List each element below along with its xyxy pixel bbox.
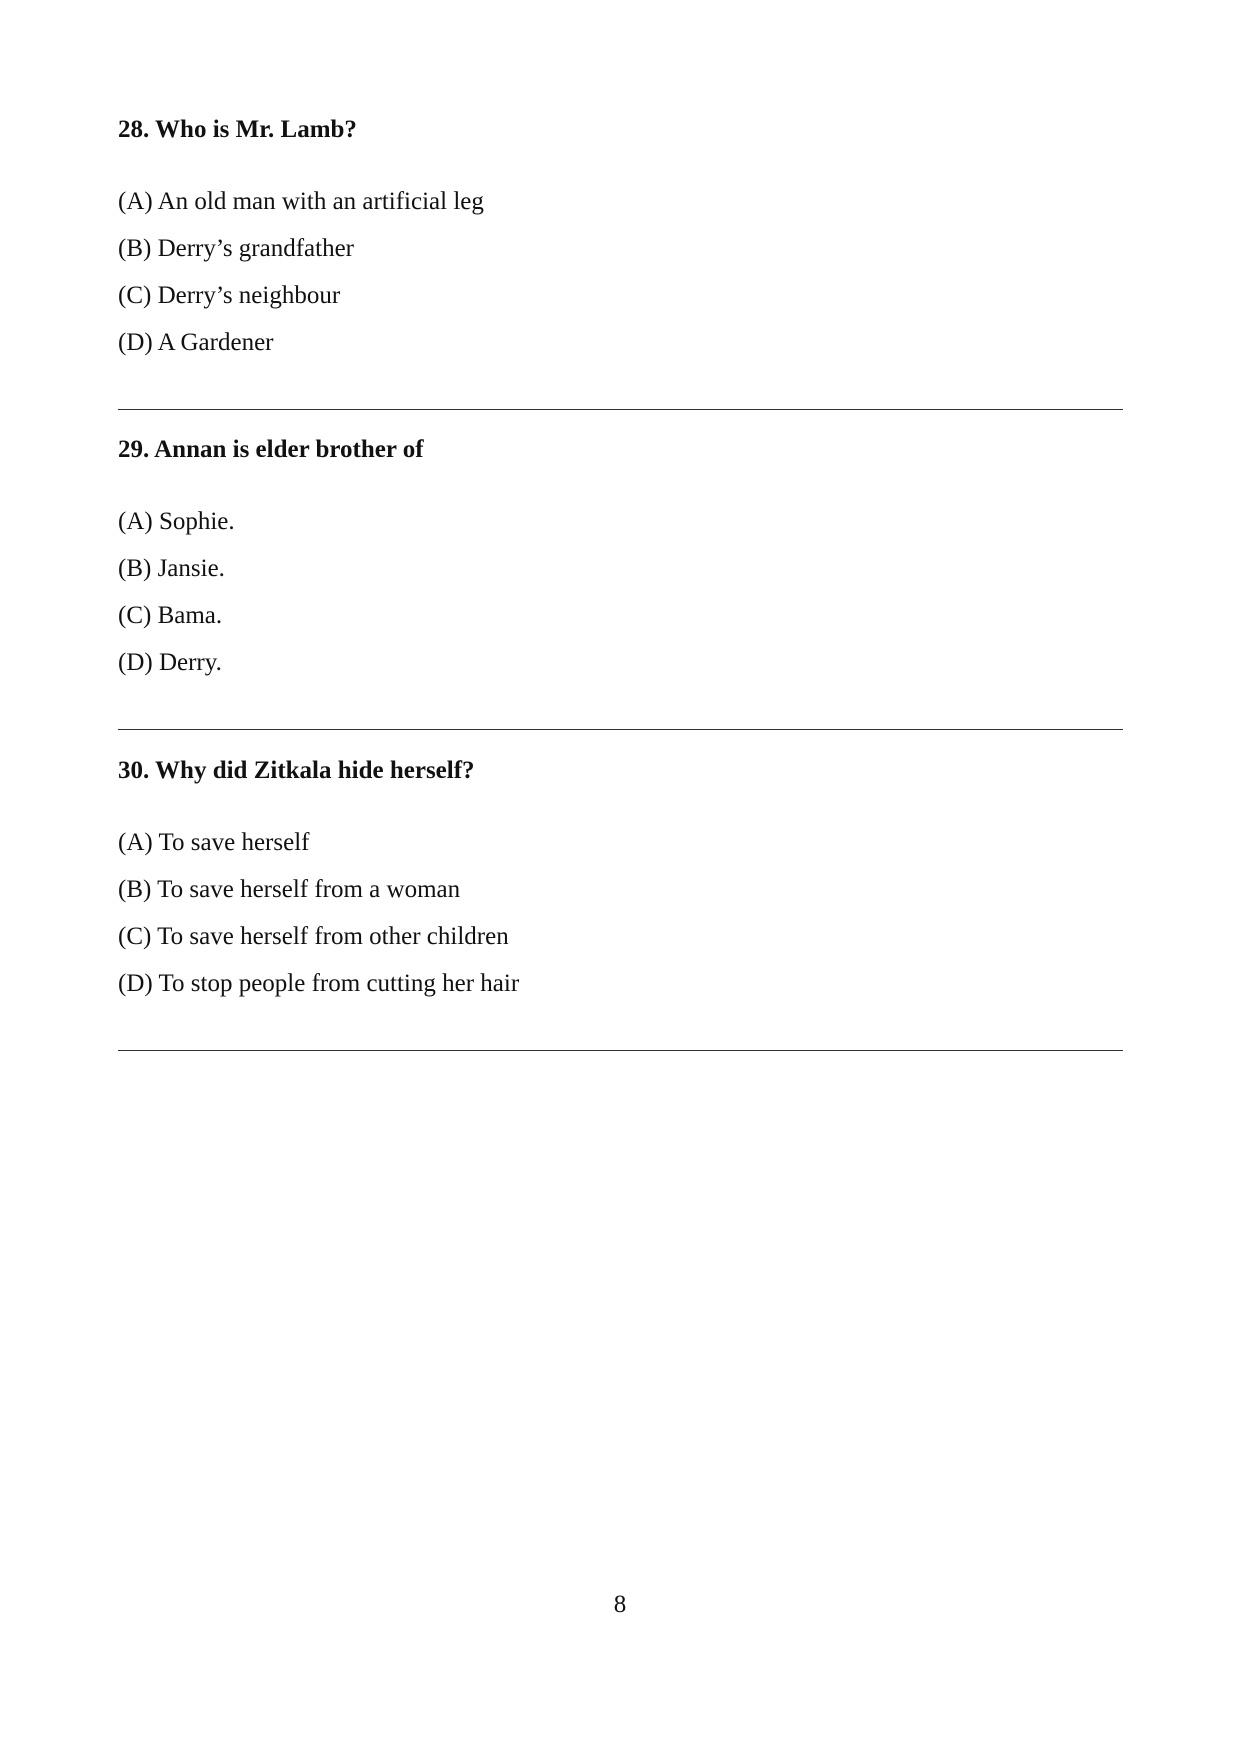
- option-c: (C) Bama.: [118, 602, 223, 629]
- option-d: (D) To stop people from cutting her hair: [118, 970, 520, 997]
- option-b: (B) Jansie.: [118, 555, 225, 582]
- option-d: (D) Derry.: [118, 649, 222, 676]
- option-c: (C) To save herself from other children: [118, 923, 509, 950]
- option-a: (A) Sophie.: [118, 508, 235, 535]
- option-b: (B) To save herself from a woman: [118, 876, 461, 903]
- option-b: (B) Derry’s grandfather: [118, 235, 355, 262]
- option-c: (C) Derry’s neighbour: [118, 282, 341, 309]
- divider: [118, 409, 1123, 410]
- divider: [118, 729, 1123, 730]
- option-d: (D) A Gardener: [118, 329, 274, 356]
- option-a: (A) An old man with an artificial leg: [118, 188, 484, 215]
- option-a: (A) To save herself: [118, 829, 310, 856]
- page-number: 8: [613, 1591, 627, 1618]
- divider: [118, 1050, 1123, 1051]
- question-title: 29. Annan is elder brother of: [118, 436, 424, 463]
- question-title: 28. Who is Mr. Lamb?: [118, 116, 357, 143]
- question-title: 30. Why did Zitkala hide herself?: [118, 757, 475, 784]
